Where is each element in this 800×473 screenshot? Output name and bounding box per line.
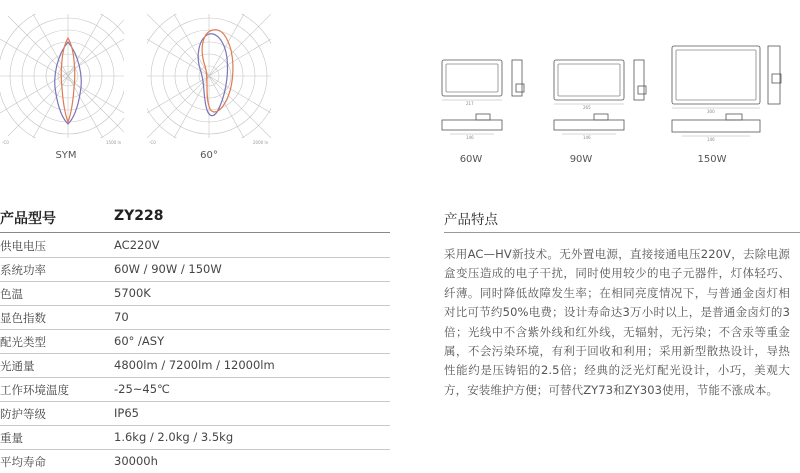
spec-key: 供电电压 <box>0 239 46 253</box>
spec-value: 4800lm / 7200lm / 12000lm <box>114 358 275 372</box>
spec-row <box>0 425 390 450</box>
spec-value: AC220V <box>114 238 160 252</box>
features-text: 采用AC—HV新技术。无外置电源，直接接通电压220V，去除电源盒变压造成的电子干扰，同时使用较少的电子元器件，灯体轻巧、纤薄。同时降低故障发生率；在相同亮度情况下，与普通金卤灯相对比可节约50%电费；设计寿命达3万小时以上，是普通金卤灯的3倍；光线中不含紫外线和红外线，无辐射，无污染；不含汞等重金属，不会污染环境，有利于回收和利用；采用新型散热设计，导热性能约是压铸铝的2.5倍；经典的泛光灯配光设计，小巧，美观大方，安装维护方便；可替代ZY73和ZY303使用，节能不涨成本。 <box>444 247 790 397</box>
dim-150w-depth: 146 <box>707 137 715 142</box>
spec-header <box>0 206 390 233</box>
spec-row <box>0 329 390 354</box>
polar-grid-sym <box>0 14 124 138</box>
caption-60w: 60W <box>459 154 483 165</box>
polar-chart-sym <box>0 14 124 145</box>
spec-header-key: 产品型号 <box>0 211 56 227</box>
features-title: 产品特点 <box>444 212 498 228</box>
technical-drawings <box>436 40 800 140</box>
spec-row <box>0 401 390 426</box>
dim-60w-width: 217 <box>466 101 474 106</box>
spec-key: 系统功率 <box>0 263 46 277</box>
dim-90w-width: 265 <box>583 105 591 110</box>
spec-row <box>0 305 390 330</box>
spec-value: 60W / 90W / 150W <box>114 262 222 276</box>
spec-row <box>0 281 390 306</box>
features-divider <box>444 232 800 233</box>
spec-key: 色温 <box>0 287 23 301</box>
dim-90w-depth: 146 <box>583 135 591 140</box>
caption-sym: SYM <box>55 150 77 161</box>
spec-key: 光通量 <box>0 359 35 373</box>
caption-60: 60° <box>200 150 218 161</box>
spec-value: 30000h <box>114 454 158 468</box>
spec-value: 60° /ASY <box>114 334 165 348</box>
spec-row <box>0 449 390 473</box>
tick-left: -C0 <box>2 140 9 145</box>
spec-row <box>0 377 390 402</box>
caption-150w: 150W <box>697 154 727 165</box>
tick-right: 1500 ln <box>106 140 122 145</box>
caption-90w: 90W <box>569 154 593 165</box>
tick-right: 2000 ln <box>253 140 269 145</box>
spec-header-value: ZY228 <box>114 208 164 224</box>
spec-row <box>0 233 390 258</box>
polar-chart-60 <box>147 14 271 145</box>
spec-row <box>0 257 390 282</box>
spec-value: 5700K <box>114 286 151 300</box>
polar-grid-60 <box>147 14 271 138</box>
spec-value: 70 <box>114 310 129 324</box>
dim-60w-depth: 146 <box>466 135 474 140</box>
spec-key: 显色指数 <box>0 311 46 325</box>
dim-150w-width: 300 <box>707 109 715 114</box>
spec-value: 1.6kg / 2.0kg / 3.5kg <box>114 430 234 444</box>
spec-value: -25~45℃ <box>114 382 170 396</box>
spec-key: 工作环境温度 <box>0 383 69 397</box>
spec-key: 平均寿命 <box>0 455 46 469</box>
spec-row <box>0 353 390 378</box>
spec-value: IP65 <box>114 406 139 420</box>
spec-key: 配光类型 <box>0 335 46 349</box>
spec-key: 重量 <box>0 431 23 445</box>
spec-key: 防护等级 <box>0 407 46 421</box>
tick-left: -C0 <box>149 140 156 145</box>
